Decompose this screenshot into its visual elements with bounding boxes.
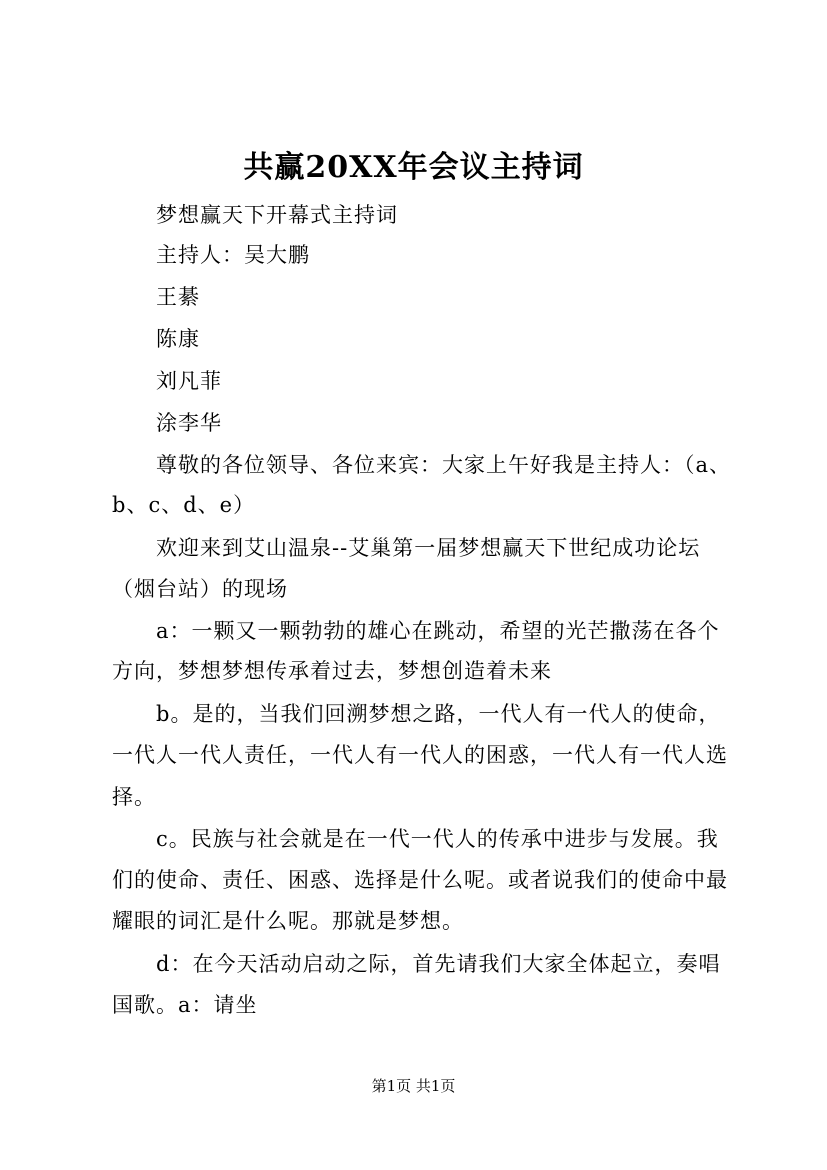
- text-line: 刘凡菲: [156, 369, 222, 393]
- document-title: 共赢20XX年会议主持词: [243, 150, 584, 185]
- paragraph-line: 耀眼的词汇是什么呢。那就是梦想。: [112, 909, 464, 933]
- paragraph-line: 择。: [112, 785, 156, 809]
- paragraph-line: 尊敬的各位领导、各位来宾：大家上午好我是主持人：（a、: [156, 453, 732, 477]
- paragraph-line: a：一颗又一颗勃勃的雄心在跳动，希望的光芒撒荡在各个: [156, 619, 720, 643]
- text-line: 陈康: [156, 327, 200, 351]
- text-line: 梦想赢天下开幕式主持词: [156, 203, 398, 227]
- text-line: 主持人：吴大鹏: [156, 243, 310, 267]
- paragraph-line: 欢迎来到艾山温泉--艾巢第一届梦想赢天下世纪成功论坛: [156, 536, 701, 560]
- text-line: 涂李华: [156, 411, 222, 435]
- paragraph-line: 国歌。a：请坐: [112, 993, 258, 1017]
- paragraph-line: c。民族与社会就是在一代一代人的传承中进步与发展。我: [156, 827, 719, 851]
- paragraph-line: b。是的，当我们回溯梦想之路，一代人有一代人的使命，: [156, 702, 721, 726]
- paragraph-line: 一代人一代人责任，一代人有一代人的困惑，一代人有一代人选: [112, 743, 728, 767]
- text-line: 王綦: [156, 285, 200, 309]
- page-footer: 第1页 共1页: [371, 1077, 456, 1095]
- paragraph-line: （烟台站）的现场: [112, 577, 288, 601]
- paragraph-line: d：在今天活动启动之际，首先请我们大家全体起立，奏唱: [156, 952, 721, 976]
- paragraph-line: 们的使命、责任、困惑、选择是什么呢。或者说我们的使命中最: [112, 868, 728, 892]
- paragraph-line: b、c、d、e）: [112, 493, 256, 517]
- paragraph-line: 方向，梦想梦想传承着过去，梦想创造着未来: [112, 659, 552, 683]
